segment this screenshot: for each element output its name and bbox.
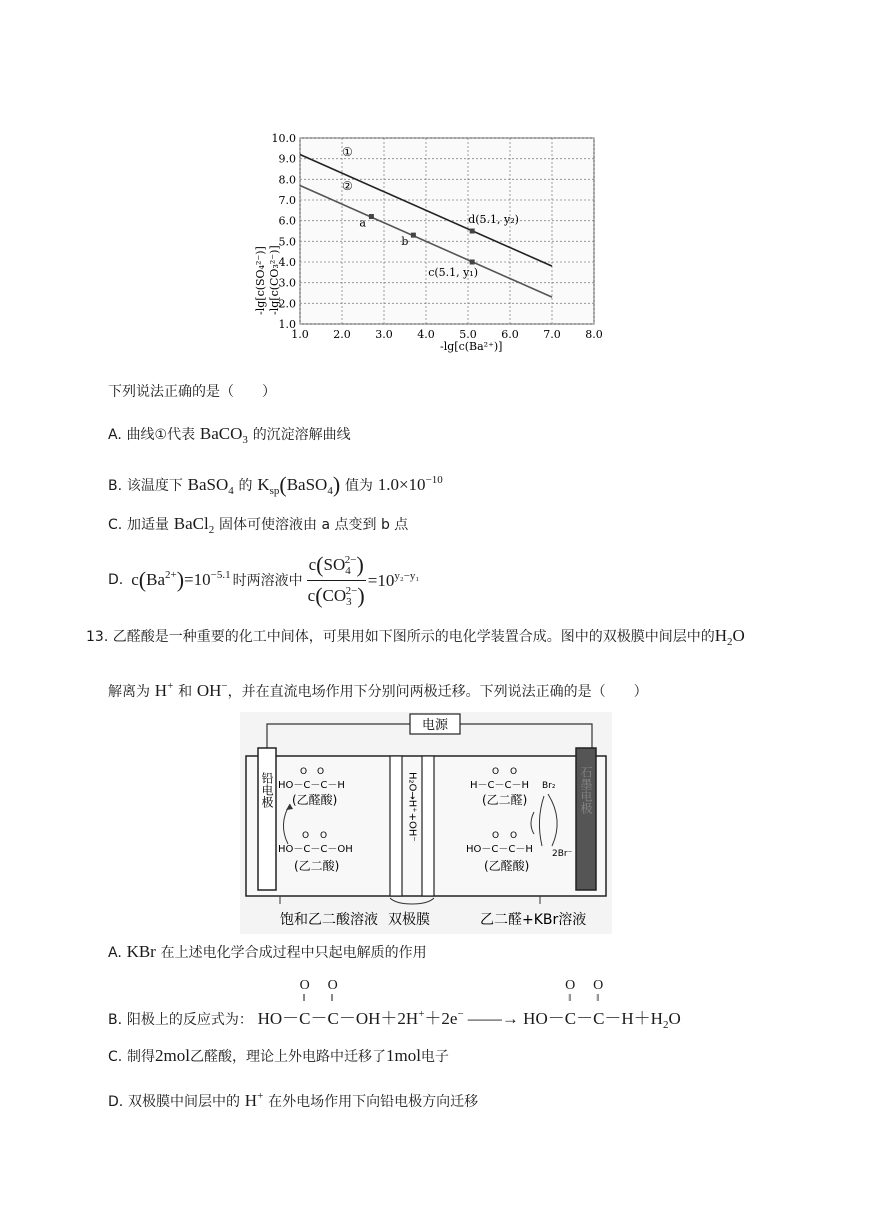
q12-option-d (108, 552, 419, 608)
option-text: 加适量 (127, 517, 170, 533)
option-text: 在上述电化学合成过程中只起电解质的作用 (160, 945, 427, 961)
option-letter: D. (108, 1094, 124, 1110)
bromine-label: Br₂ (542, 781, 556, 791)
data-point-label: b (401, 235, 409, 249)
y-tick-label: 10.0 (271, 132, 296, 145)
carbonyl-o: O (300, 767, 308, 777)
option-text: 电子 (420, 1049, 449, 1065)
option-letter: D. (108, 572, 124, 588)
option-letter: C. (108, 1049, 123, 1065)
ba-concentration: $c(Ba^{2+})=10^{-5.1}$ (131, 567, 231, 592)
glyoxylic-acid-name-right: (乙醛酸) (484, 859, 530, 873)
x-tick-label: 4.0 (417, 328, 435, 341)
q12-option-a (108, 424, 351, 450)
option-text: 阳极上的反应式为： (126, 1012, 253, 1028)
data-point-label: c(5.1, y₁) (428, 266, 479, 279)
formula: H+ (244, 1090, 264, 1110)
x-tick-label: 5.0 (459, 328, 477, 341)
x-axis-label: -lg[c(Ba²⁺)] (440, 340, 503, 353)
formula: BaCO$_3$ (199, 424, 248, 446)
y-tick-label: 2.0 (278, 297, 296, 311)
y-axis-label-1: -lg[c(SO₄²⁻)] (254, 246, 267, 315)
carbonyl-o: O (510, 831, 518, 841)
bipolar-membrane-left (390, 756, 402, 896)
left-solution-label: 饱和乙二酸溶液 (280, 912, 378, 928)
option-text: 该温度下 (126, 478, 183, 494)
y-axis-label-2: -lg[c(CO₃²⁻)] (268, 245, 281, 315)
carbonyl-o: O (492, 767, 500, 777)
ratio-result: $=10^{y_2-y_1}$ (367, 569, 420, 590)
option-text: 乙醛酸，理论上外电路中迁移了 (189, 1049, 386, 1065)
bromide-label: 2Br⁻ (552, 849, 573, 859)
q12-stem: 下列说法正确的是（ ） (108, 384, 276, 400)
solubility-chart (250, 110, 620, 365)
option-text: 的 (238, 478, 253, 494)
y-tick-label: 9.0 (278, 152, 296, 166)
y-tick-label: 4.0 (278, 256, 296, 269)
glyoxylic-acid-name: (乙醛酸) (292, 793, 338, 807)
formula: OH− (196, 680, 228, 700)
membrane-dissociation: H₂O→H⁺+OH⁻ (406, 772, 418, 842)
option-letter: B. (108, 1012, 123, 1028)
option-letter: A. (108, 427, 122, 443)
option-text: 曲线①代表 (126, 427, 196, 443)
y-tick-label: 7.0 (278, 194, 296, 207)
option-text: 在外电场作用下向铅电极方向迁移 (268, 1094, 479, 1110)
x-tick-label: 3.0 (375, 328, 393, 341)
formula: BaCl$_2$ (173, 514, 215, 536)
q13-stem-line2: 解离为 H+ 和 OH−，并在直流电场作用下分别问两极迁移。下列说法正确的是（ ） (108, 680, 648, 700)
data-point (411, 233, 416, 238)
formula: BaSO$_4$ (187, 475, 234, 497)
data-point-label: a (359, 216, 366, 230)
quantity: 2mol (155, 1046, 190, 1065)
ksp-expression: $K_{sp}(BaSO_4)$ (257, 472, 341, 497)
q13-option-c (108, 1046, 449, 1067)
q12-option-b (108, 470, 443, 501)
lead-electrode (258, 748, 276, 890)
glyoxylic-acid-formula-right: HO－C－C－H (466, 844, 533, 855)
lead-electrode-label: 铅电极 (260, 772, 274, 808)
membrane-label: 双极膜 (388, 912, 430, 928)
option-letter: C. (108, 517, 123, 533)
option-text: 的沉淀溶解曲线 (252, 427, 351, 443)
formula: H+ (154, 680, 174, 700)
x-tick-label: 2.0 (333, 328, 351, 341)
chart-svg (250, 110, 620, 365)
glyoxylic-acid: O O ‖ ‖ HO－C－C－H＋H (523, 978, 663, 1028)
cell-svg (240, 712, 612, 934)
formula: KBr (126, 942, 156, 961)
graphite-electrode-label: 石墨电极 (579, 766, 593, 814)
oxalic-acid-formula: HO－C－C－OH (278, 844, 353, 855)
electrolysis-cell-diagram (240, 712, 612, 934)
formula: $H_2O$ (714, 626, 745, 648)
x-tick-label: 1.0 (291, 328, 309, 341)
x-tick-label: 6.0 (501, 328, 519, 341)
carbonyl-o: O (302, 831, 310, 841)
ksp-value: $1.0\times 10^{-10}$ (377, 474, 443, 494)
option-text: 固体可使溶液由 a 点变到 b 点 (219, 517, 409, 533)
q13-option-a (108, 942, 427, 963)
y-tick-label: 5.0 (278, 235, 296, 249)
glyoxal-name: (乙二醛) (482, 793, 528, 807)
series-1-label: ① (342, 145, 353, 159)
right-solution-label: 乙二醛+KBr溶液 (480, 912, 587, 928)
series-2-label: ② (342, 179, 353, 193)
concentration-ratio: $\frac{c(SO_4^{2-})}{c(CO_3^{2-})}$ (307, 551, 365, 608)
y-tick-label: 6.0 (278, 214, 296, 228)
anode-equation: O O ‖ ‖ HO－C－C－OH＋2H+＋2e− ——→ O O ‖ ‖ $HO-C-C-H+H_2O$ (257, 978, 681, 1031)
option-text: 值为 (344, 478, 373, 494)
y-tick-label: 1.0 (278, 318, 296, 331)
oxalic-acid-name: (乙二酸) (294, 859, 340, 873)
option-letter: A. (108, 945, 122, 961)
y-tick-label: 3.0 (278, 276, 296, 290)
data-point (470, 229, 475, 234)
glyoxylic-acid-formula: HO－C－C－H (278, 780, 345, 791)
q13-option-b (108, 978, 681, 1035)
option-text: 时两溶液中 (232, 573, 303, 589)
bipolar-membrane-right (422, 756, 434, 896)
y-tick-label: 8.0 (278, 173, 296, 187)
option-letter: B. (108, 478, 123, 494)
carbonyl-o: O (510, 767, 518, 777)
carbonyl-o: O (320, 831, 328, 841)
x-tick-label: 8.0 (585, 328, 603, 341)
carbonyl-o: O (317, 767, 325, 777)
glyoxal-formula: H－C－C－H (470, 780, 530, 791)
data-point (470, 260, 475, 265)
q13-stem-line1: 13. 乙醛酸是一种重要的化工中间体，可果用如下图所示的电化学装置合成。图中的双极膜中间层中的$H_2O$ (86, 626, 745, 648)
q12-option-c (108, 514, 408, 540)
option-text: 双极膜中间层中的 (128, 1094, 241, 1110)
x-tick-label: 7.0 (543, 328, 561, 341)
data-point-label: d(5.1, y₂) (468, 213, 519, 226)
carbonyl-o: O (492, 831, 500, 841)
power-source-label: 电源 (421, 718, 449, 733)
q13-option-d (108, 1086, 478, 1112)
data-point (369, 214, 374, 219)
option-text: 制得 (127, 1049, 156, 1065)
quantity: 1mol (385, 1046, 421, 1065)
oxalic-acid: O O ‖ ‖ HO－C－C－OH＋2H (257, 978, 419, 1028)
